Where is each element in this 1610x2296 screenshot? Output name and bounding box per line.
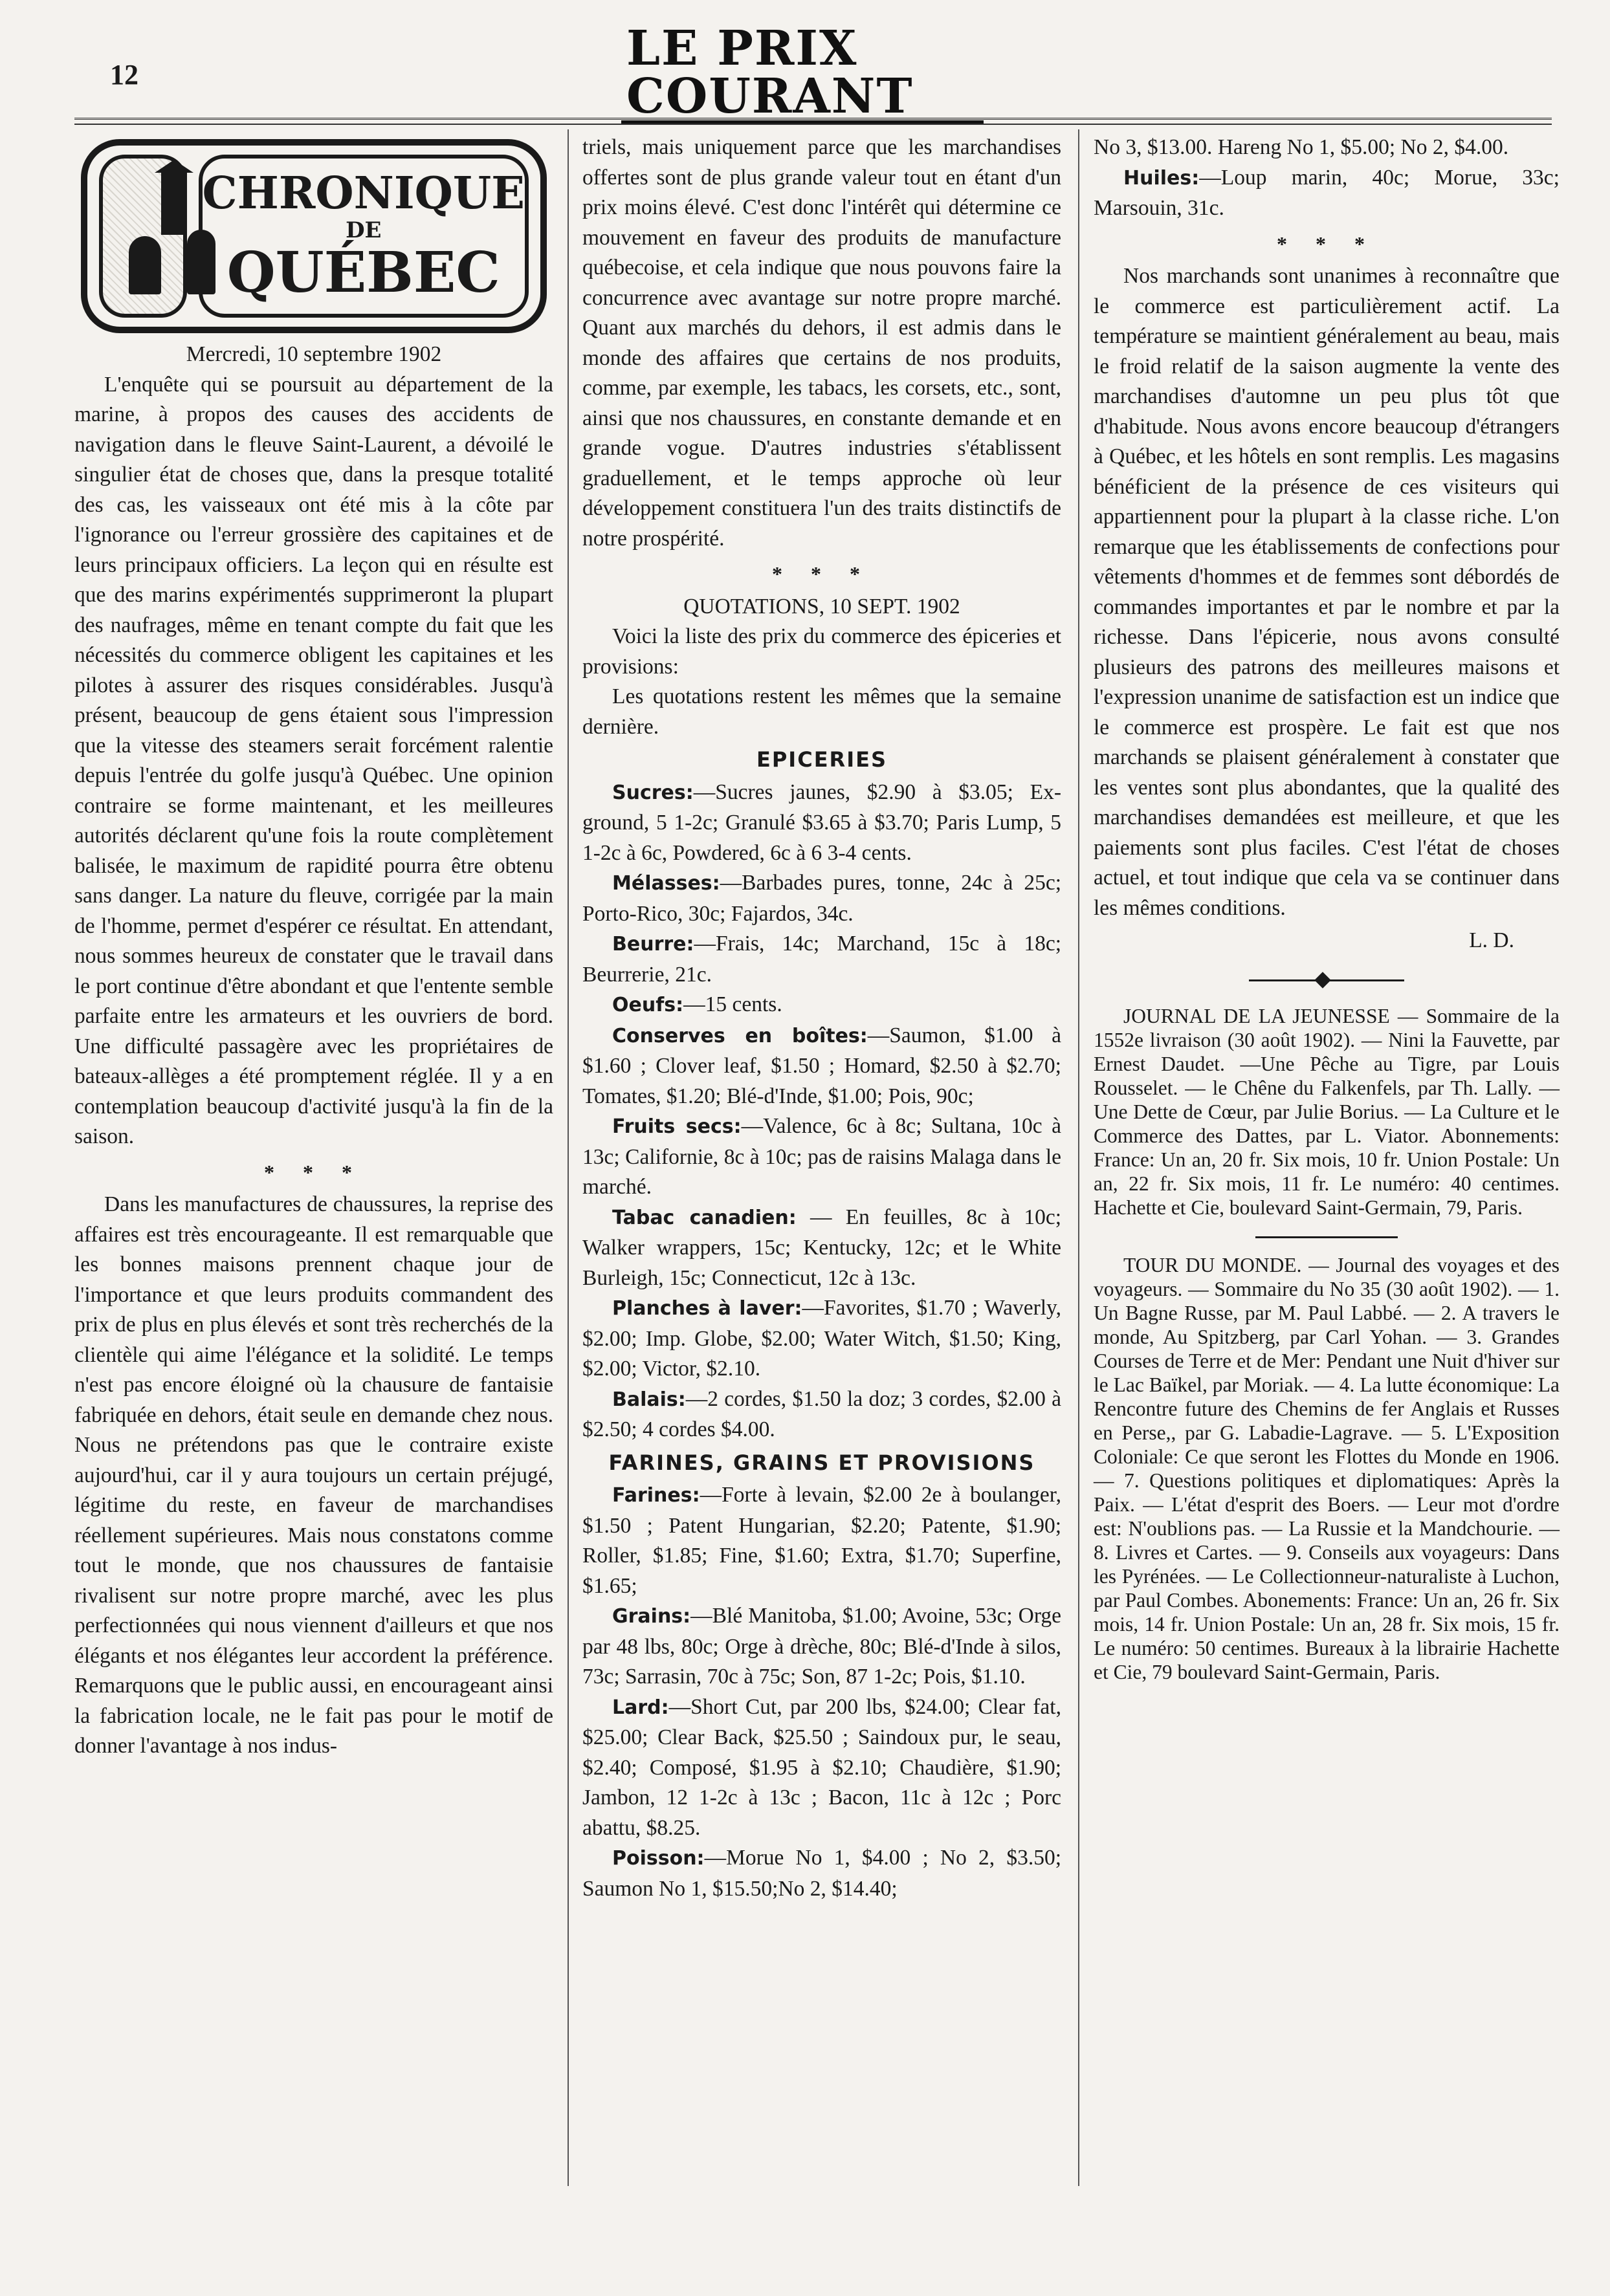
- ornament-divider: [1094, 970, 1560, 990]
- price-text: —2 cordes, $1.50 la doz; 3 cordes, $2.00 à $2.50; 4 cordes $4.00.: [582, 1386, 1061, 1441]
- price-entry: [582, 1601, 1061, 1692]
- price-label: Lard:: [612, 1696, 669, 1719]
- price-text: —Favorites, $1.70 ; Waverly, $2.00; Imp. Globe, $2.00; Water Witch, $1.50; King, $2.00; Victor, $2.10.: [582, 1296, 1062, 1381]
- price-label: Sucres:: [612, 781, 694, 804]
- masthead-title: LE PRIX COURANT: [621, 25, 984, 124]
- figure-icon: [129, 236, 161, 294]
- tour-du-monde-text: TOUR DU MONDE. — Journal des voyages et des voyageurs. — Sommaire du No 35 (30 août 1902). — 1. Un Bagne Russe, par M. Paul Labbé. — 2. A travers le monde, Au Spitzberg, par Carl Yohan. — 3. Grandes Courses de Terre et de Mer: Pendant une Nuit d'hiver sur le Lac Baïkel, par Moriak. — 4. La lutte économique: La Rencontre future des Chemins de fer Anglais et Russes en Perse,, par G. Labadie-Lagrave. — 5. L'Exposition Coloniale: Ce que seront les Flottes du Monde en 1906. — 7. Questions politiques et diplomatiques: Après la Paix. — L'état d'esprit des Boers. — Leur mot d'ordre est: N'oublions pas. — La Russie et la Mandchourie. — 8. Livres et Cartes. — 9. Conseils aux voyageurs: Dans les Pyrénées. — Le Collectionneur-naturaliste à Luchon, par Paul Combes. Abonements: France: Un an, 26 fr. Six mois, 14 fr. Union Postale: Un an, 28 fr. Six mois, 15 fr. Le numéro: 50 centimes. Bureaux à la librairie Hachette et Cie, 79 boulevard Saint-Germain, Paris.: [1094, 1253, 1560, 1683]
- banner-line-1: CHRONIQUE: [202, 168, 525, 219]
- masthead-logo: [621, 21, 984, 124]
- price-label: Tabac canadien:: [612, 1206, 797, 1229]
- header-rule: [74, 118, 1552, 125]
- price-label: Conserves en boîtes:: [612, 1024, 868, 1047]
- farines-heading: FARINES, GRAINS ET PROVISIONS: [608, 1450, 1035, 1475]
- section-stars: * * *: [772, 562, 872, 585]
- column-divider: [568, 129, 569, 2186]
- chronique-banner: [81, 139, 547, 333]
- price-entry: [582, 1293, 1061, 1384]
- price-entry: [582, 1384, 1061, 1445]
- quotations-intro: Voici la liste des prix du commerce des épiceries et provisions:: [582, 624, 1061, 679]
- price-text: —Sucres jaunes, $2.90 à $3.05; Ex-ground, 5 1-2c; Granulé $3.65 à $3.70; Paris Lump, 5 1-2c à 6c, Powdered, 6c à 6 3-4 cents.: [582, 780, 1061, 865]
- figure-icon: [187, 230, 215, 294]
- price-text: —Morue No 1, $4.00 ; No 2, $3.50; Saumon No 1, $15.50;No 2, $14.40;: [582, 1846, 1061, 1901]
- column-3: [1094, 133, 1560, 1684]
- price-entry: [582, 1843, 1061, 1904]
- price-text: —Barbades pures, tonne, 24c à 25c; Porto-Rico, 30c; Fajardos, 34c.: [582, 871, 1061, 926]
- price-label: Fruits secs:: [612, 1115, 742, 1138]
- quotations-note: Les quotations restent les mêmes que la semaine dernière.: [582, 684, 1061, 739]
- price-entry: [582, 778, 1061, 869]
- journal-notice: [1094, 1004, 1560, 1219]
- price-text: —Frais, 14c; Marchand, 15c à 18c; Beurrerie, 21c.: [582, 932, 1061, 987]
- article-paragraph: triels, mais uniquement parce que les marchandises offertes sont de plus grande valeur tout en étant d'un prix moins élevé. C'est donc l'intérêt qui détermine ce mouvement en faveur des produits de manufacture québecoise, et cela indique que nous pouvons faire la concurrence avec avantage sur notre propre marché. Quant aux marchés du dehors, il est admis dans le monde des affaires que certains de nos produits, comme, par exemple, les tabacs, les corsets, etc., sont, ainsi que nos chaussures, en constante demande et en grande vogue. D'autres industries s'établissent graduellement, et le temps approche où leur développement constituera l'un des traits distinctifs de notre prospérité.: [582, 135, 1061, 551]
- tour-notice: [1094, 1253, 1560, 1684]
- banner-title: [199, 155, 529, 318]
- signature: L. D.: [1469, 928, 1514, 952]
- epiceries-heading: EPICERIES: [756, 747, 887, 772]
- price-text: —Loup marin, 40c; Morue, 33c; Marsouin, 31c.: [1094, 165, 1560, 220]
- price-label: Oeufs:: [612, 994, 684, 1016]
- column-divider: [1078, 129, 1079, 2186]
- page-number: 12: [110, 59, 138, 91]
- price-entry: [1094, 163, 1560, 224]
- tower-icon: [161, 170, 187, 235]
- price-entry: [582, 1111, 1061, 1203]
- article-paragraph: No 3, $13.00. Hareng No 1, $5.00; No 2, $4.00.: [1094, 135, 1509, 159]
- column-1: [74, 133, 553, 1762]
- price-entry: [582, 1021, 1061, 1112]
- price-text: — En feuilles, 8c à 10c; Walker wrappers, 15c; Kentucky, 12c; et le White Burleigh, 15c; Connecticut, 12c à 13c.: [582, 1205, 1061, 1290]
- section-stars: * * *: [264, 1160, 364, 1184]
- price-text: —Short Cut, par 200 lbs, $24.00; Clear fat, $25.00; Clear Back, $25.50 ; Saindoux pur, le seau, $2.40; Composé, $1.95 à $2.10; Chaudière, $1.90; Jambon, 12 1-2c à 13c ; Bacon, 11c à 12c ; Porc abattu, $8.25.: [582, 1694, 1061, 1840]
- article-paragraph: L'enquête qui se poursuit au département de la marine, à propos des causes des accidents de navigation dans le fleuve Saint-Laurent, a dévoilé le singulier état de choses que, dans la presque totalité des cas, les vaisseaux ont été mis à la côte par l'ignorance ou l'erreur grossière des capitaines et de leurs principaux officiers. La leçon qui en résulte est que des marins expérimentés supprimeront la plupart des naufrages, même en tenant compte du fait que les nécessités du commerce obligent les capitaines et les pilotes à assurer des risques considérables. Jusqu'à présent, beaucoup de gens étaient sous l'impression que la vitesse des steamers serait forcément ralentie depuis l'entrée du golfe jusqu'à Québec. Une opinion contraire se forme maintenant, et les meilleures autorités déclarent qu'une fois la route complètement balisée, le maximum de rapidité pourra être obtenu sans danger. La nature du fleuve, corrigée par la main de l'homme, permet d'espérer ce résultat. En attendant, nous sommes heureux de constater que le travail dans le port continue d'être abondant et que l'entente semble parfaite entre les armateurs et les ouvriers de bord. Une difficulté passagère avec les propriétaires de bateaux-allèges a été promptement réglée. Il y a en contemplation beaucoup d'activité jusqu'à la fin de la saison.: [74, 372, 553, 1148]
- price-text: —15 cents.: [683, 992, 782, 1016]
- price-label: Planches à laver:: [612, 1297, 802, 1320]
- banner-line-2: DE: [346, 217, 382, 243]
- price-label: Balais:: [612, 1388, 686, 1411]
- article-paragraph: Dans les manufactures de chaussures, la reprise des affaires est très encourageante. Il est remarquable que les bonnes maisons prennent chaque jour de l'importance et que leurs produits commandent des prix de plus en plus élevés et sont très recherchés de la clientèle qui aime l'élégance et la solidité. Le temps n'est pas encore éloigné où la chausure de fantaisie fabriquée en dehors, était seule en demande chez nous. Nous ne prétendons pas que le contraire existe aujourd'hui, car il y aura toujours un certain préjugé, légitime du reste, en faveur de marchandises réellement supérieures. Mais nous constatons comme tout le monde, que nos chaussures de fantaisie rivalisent sur notre propre marché, avec les plus perfectionnées qui nous viennent d'ailleurs et que nos élégants et nos élégantes leur accordent la préférence. Remarquons que le public aussi, en encourageant ainsi la fabrication locale, ne le fait pas pour le motif de donner l'avantage à nos indus-: [74, 1192, 553, 1758]
- price-entry: [582, 929, 1061, 990]
- section-stars: * * *: [1277, 232, 1376, 256]
- price-label: Grains:: [612, 1605, 691, 1628]
- banner-line-3: QUÉBEC: [226, 240, 500, 305]
- article-paragraph: Nos marchands sont unanimes à reconnaître que le commerce est particulièrement actif. La température se maintient généralement au beau, mais le froid relatif de la saison augmente la vente des marchandises d'automne un peu plus tôt que d'habitude. Nous avons encore beaucoup d'étrangers à Québec, et les hôtels en sont remplis. Les magasins bénéficient de la présence de ces visiteurs qui appartiennent pour la plupart à la classe riche. L'on remarque que les établissements de confections pour vêtements d'hommes et de femmes sont débordés de commandes importantes et par le nombre et par la richesse. Dans l'épicerie, nous avons consulté plusieurs des patrons des meilleures maisons et l'expression unanime de satisfaction est un indice que le commerce est prospère. Le fait est que nos marchands se plaisent généralement à constater que les ventes sont plus abondantes, que la qualité des marchandises demandées est meilleure, et que les paiements sont plus faciles. C'est l'état de choses actuel, et tout indique que cela va se continuer dans les mêmes conditions.: [1094, 264, 1560, 920]
- quotations-title: QUOTATIONS, 10 SEPT. 1902: [683, 594, 960, 618]
- price-entry: [582, 1203, 1061, 1294]
- price-entry: [582, 990, 1061, 1021]
- price-text: —Valence, 6c à 8c; Sultana, 10c à 13c; Californie, 8c à 10c; pas de raisins Malaga dans le marché.: [582, 1114, 1061, 1199]
- price-text: —Saumon, $1.00 à $1.60 ; Clover leaf, $1.50 ; Homard, $2.50 à $2.70; Tomates, $1.20; Blé-d'Inde, $1.00; Pois, 90c;: [582, 1023, 1061, 1108]
- price-text: —Forte à levain, $2.00 2e à boulanger, $1.50 ; Patent Hungarian, $2.20; Patente, $1.90; Roller, $1.85; Fine, $1.60; Extra, $1.70; Superfine, $1.65;: [582, 1483, 1061, 1598]
- price-label: Poisson:: [612, 1847, 705, 1870]
- divider-line: [1094, 1229, 1560, 1244]
- column-2: [582, 133, 1061, 1904]
- quebec-illustration-icon: [99, 155, 187, 318]
- price-entry: [582, 1480, 1061, 1601]
- journal-de-la-jeunesse-text: JOURNAL DE LA JEUNESSE — Sommaire de la 1552e livraison (30 août 1902). — Nini la Fauvette, par Ernest Daudet. —Une Pêche au Tigre, par Louis Rousselet. — le Chêne du Falkenfels, par Th. Lally. — Une Dette de Cœur, par Julie Borius. — La Culture et le Commerce des Dattes, par L. Viator. Abonnements: France: Un an, 20 fr. Six mois, 10 fr. Union Postale: Un an, 22 fr. Six mois, 11 fr. Le numéro: 40 centimes. Hachette et Cie, boulevard Saint-Germain, 79, Paris.: [1094, 1004, 1560, 1219]
- price-label: Huiles:: [1123, 166, 1200, 190]
- price-label: Beurre:: [612, 933, 694, 956]
- price-entry: [582, 868, 1061, 929]
- price-entry: [582, 1692, 1061, 1844]
- dateline: Mercredi, 10 septembre 1902: [186, 342, 442, 366]
- price-label: Mélasses:: [612, 872, 720, 895]
- price-text: —Blé Manitoba, $1.00; Avoine, 53c; Orge par 48 lbs, 80c; Orge à drèche, 80c; Blé-d'Inde à silos, 73c; Sarrasin, 70c à 75c; Son, 87 1-2c; Pois, $1.10.: [582, 1604, 1061, 1689]
- price-label: Farines:: [612, 1484, 700, 1507]
